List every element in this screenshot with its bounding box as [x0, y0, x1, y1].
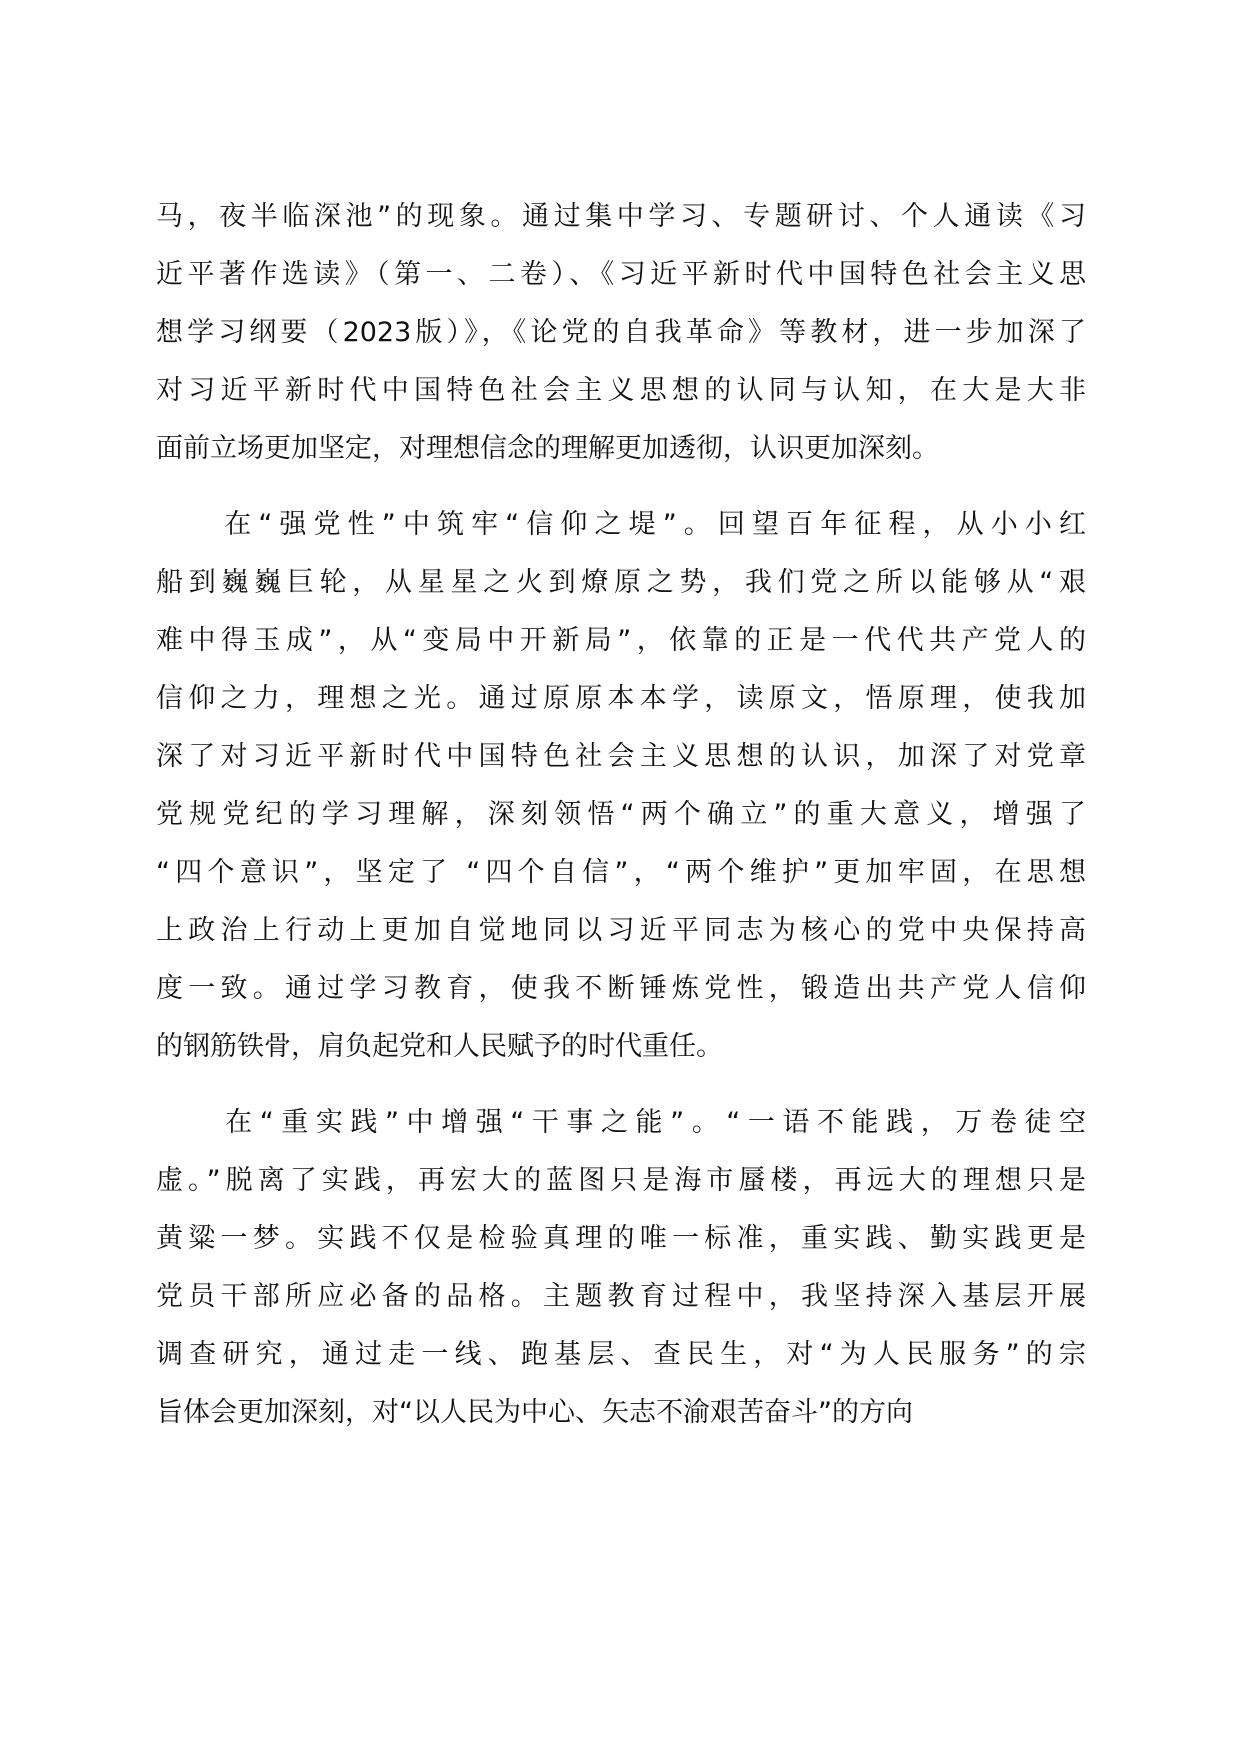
text-line: 黄粱一梦。实践不仅是检验真理的唯一标准，重实践、勤实践更是	[156, 1223, 1086, 1254]
document-body	[156, 188, 1086, 1442]
text-line: 旨体会更加深刻，对“以人民为中心、矢志不渝艰苦奋斗”的方向	[156, 1397, 913, 1428]
text-line: 在“强党性”中筑牢“信仰之堤”。回望百年征程，从小小红	[156, 509, 1086, 540]
text-line: 上政治上行动上更加自觉地同以习近平同志为核心的党中央保持高	[156, 915, 1086, 946]
text-line: 船到巍巍巨轮，从星星之火到燎原之势，我们党之所以能够从“艰	[156, 567, 1086, 598]
paragraph-2	[156, 496, 1086, 1076]
paragraph-3	[156, 1094, 1086, 1442]
text-line: 马，夜半临深池”的现象。通过集中学习、专题研讨、个人通读《习	[156, 201, 1086, 232]
paragraph-1	[156, 188, 1086, 478]
text-line: 面前立场更加坚定，对理想信念的理解更加透彻，认识更加深刻。	[156, 433, 939, 464]
text-line: 党规党纪的学习理解，深刻领悟“两个确立”的重大意义，增强了	[156, 799, 1086, 830]
text-line: 在“重实践”中增强“干事之能”。“一语不能践，万卷徒空	[156, 1107, 1086, 1138]
text-line: 调查研究，通过走一线、跑基层、查民生，对“为人民服务”的宗	[156, 1339, 1086, 1370]
text-line: 党员干部所应必备的品格。主题教育过程中，我坚持深入基层开展	[156, 1281, 1086, 1312]
text-line: 的钢筋铁骨，肩负起党和人民赋予的时代重任。	[156, 1031, 723, 1062]
text-line: 难中得玉成”，从“变局中开新局”，依靠的正是一代代共产党人的	[156, 625, 1086, 656]
text-line: 想学习纲要（2023版）》，《论党的自我革命》等教材，进一步加深了	[156, 317, 1086, 348]
text-line: 近平著作选读》（第一、二卷）、《习近平新时代中国特色社会主义思	[156, 259, 1086, 290]
text-line: 对习近平新时代中国特色社会主义思想的认同与认知，在大是大非	[156, 375, 1086, 406]
text-line: 信仰之力，理想之光。通过原原本本学，读原文，悟原理，使我加	[156, 683, 1086, 714]
text-line: 虚。”脱离了实践，再宏大的蓝图只是海市蜃楼，再远大的理想只是	[156, 1165, 1086, 1196]
text-line: 度一致。通过学习教育，使我不断锤炼党性，锻造出共产党人信仰	[156, 973, 1086, 1004]
text-line: 深了对习近平新时代中国特色社会主义思想的认识，加深了对党章	[156, 741, 1086, 772]
text-line: “四个意识”，坚定了 “四个自信”，“两个维护”更加牢固，在思想	[156, 857, 1086, 888]
